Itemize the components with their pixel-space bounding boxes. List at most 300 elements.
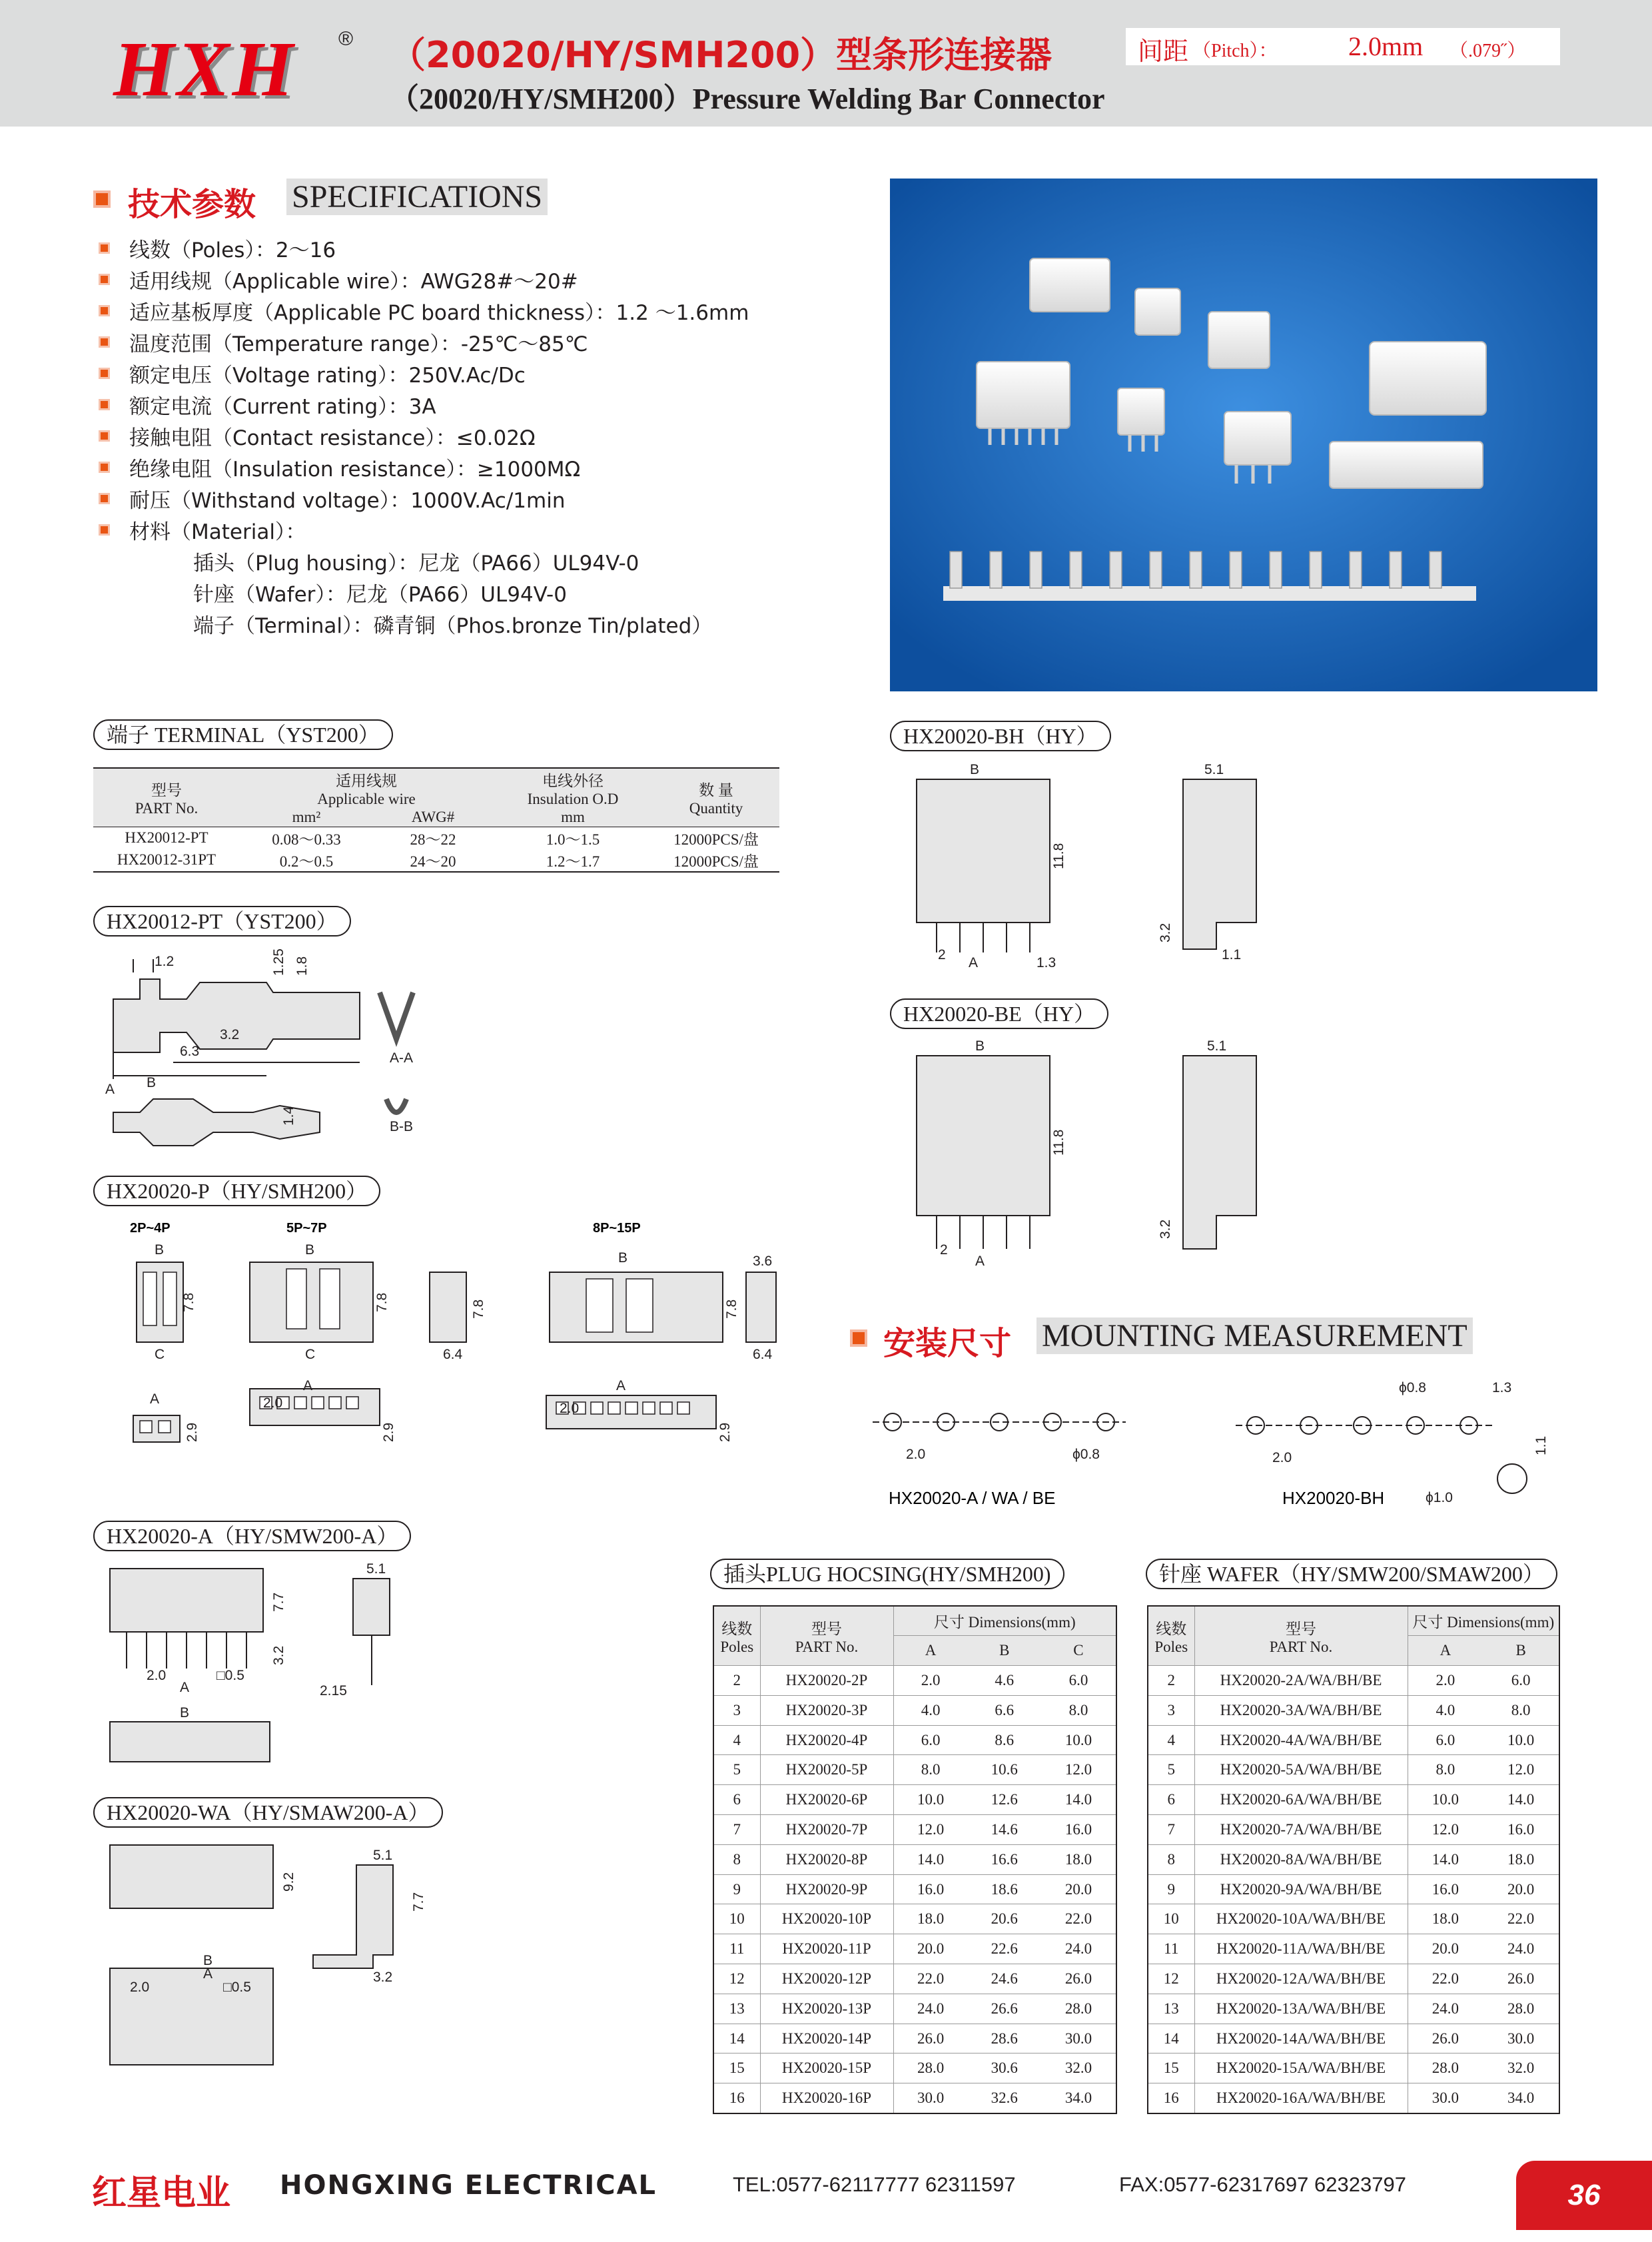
dim-label: 5.1 bbox=[1207, 1038, 1227, 1054]
group-label: 2P~4P bbox=[130, 1221, 171, 1236]
bullet-icon bbox=[99, 430, 110, 442]
table-cell: 16.0 bbox=[893, 1874, 968, 1904]
th-part-cn: 型号 bbox=[811, 1620, 842, 1637]
mounting-caption-left: HX20020-A / WA / BE bbox=[889, 1488, 1056, 1508]
table-cell: 14.0 bbox=[893, 1844, 968, 1874]
spec-item: 绝缘电阻（Insulation resistance）：≥1000MΩ bbox=[129, 458, 581, 482]
dim-label: □0.5 bbox=[223, 1980, 251, 1995]
group-label: 8P~15P bbox=[593, 1221, 641, 1236]
table-cell: 12 bbox=[1148, 1964, 1194, 1994]
spec-item: 耐压（Withstand voltage）：1000V.Ac/1min bbox=[129, 489, 566, 513]
dim-label: A bbox=[303, 1378, 313, 1393]
table-row bbox=[713, 2054, 1116, 2083]
wa-drawing-tag: HX20020-WA（HY/SMAW200-A） bbox=[93, 1797, 443, 1828]
dim-label: 3.6 bbox=[753, 1254, 773, 1269]
bullet-icon bbox=[99, 274, 110, 285]
dim-label: B bbox=[147, 1075, 157, 1090]
table-cell: 6.0 bbox=[893, 1725, 968, 1755]
dim-label: A bbox=[203, 1966, 213, 1982]
material-item: 针座（Wafer）：尼龙（PA66）UL94V-0 bbox=[193, 583, 567, 607]
footer-company-en: HONGXING ELECTRICAL bbox=[280, 2170, 657, 2201]
dim-label: 7.8 bbox=[374, 1292, 390, 1312]
table-cell: 34.0 bbox=[1483, 2083, 1559, 2113]
table-cell: 5 bbox=[1148, 1755, 1194, 1785]
mounting-caption-right: HX20020-BH bbox=[1282, 1488, 1385, 1508]
dim-label: ϕ0.8 bbox=[1072, 1447, 1100, 1462]
a-drawing-tag: HX20020-A（HY/SMW200-A） bbox=[93, 1521, 411, 1551]
table-row bbox=[1148, 1725, 1559, 1755]
table-cell: 22.0 bbox=[893, 1964, 968, 1994]
table-cell: 24.6 bbox=[968, 1964, 1041, 1994]
table-cell: 8.0 bbox=[1483, 1695, 1559, 1725]
th-mm: mm bbox=[561, 808, 585, 825]
pitch-box bbox=[1126, 28, 1560, 65]
registered-mark: ® bbox=[338, 28, 354, 50]
table-row bbox=[713, 1755, 1116, 1785]
dim-label: 3.2 bbox=[271, 1645, 286, 1665]
dim-label: A bbox=[975, 1254, 985, 1269]
bullet-icon bbox=[99, 524, 110, 536]
table-cell: 3 bbox=[713, 1695, 760, 1725]
dim-label: ϕ1.0 bbox=[1426, 1490, 1453, 1505]
table-cell: 2.0 bbox=[1408, 1666, 1483, 1696]
cell-part: HX20012-PT bbox=[125, 829, 208, 846]
table-cell: 28.0 bbox=[893, 2054, 968, 2083]
th-dimensions: 尺寸 Dimensions(mm) bbox=[1408, 1606, 1559, 1636]
table-cell: 28.0 bbox=[1483, 1994, 1559, 2024]
be-drawing bbox=[890, 1036, 1290, 1276]
dim-label: 7.8 bbox=[724, 1299, 739, 1319]
table-row bbox=[713, 1994, 1116, 2024]
table-cell: HX20020-12P bbox=[760, 1964, 893, 1994]
wafer-table bbox=[1147, 1605, 1560, 2114]
table-cell: 30.6 bbox=[968, 2054, 1041, 2083]
table-cell: 6 bbox=[1148, 1785, 1194, 1815]
table-row bbox=[1148, 1964, 1559, 1994]
dim-label: 2 bbox=[938, 947, 946, 962]
table-cell: HX20020-5A/WA/BH/BE bbox=[1194, 1755, 1408, 1785]
plug-table bbox=[713, 1605, 1117, 2114]
table-cell: 14 bbox=[713, 2024, 760, 2054]
table-cell: HX20020-16A/WA/BH/BE bbox=[1194, 2083, 1408, 2113]
dim-label: 6.3 bbox=[180, 1044, 200, 1059]
table-cell: 6.0 bbox=[1408, 1725, 1483, 1755]
th-od-cn: 电线外径 bbox=[542, 773, 604, 789]
table-cell: 6.6 bbox=[968, 1695, 1041, 1725]
table-row bbox=[93, 827, 779, 849]
dim-label: 6.4 bbox=[753, 1347, 773, 1362]
table-cell: 28.6 bbox=[968, 2024, 1041, 2054]
bullet-icon bbox=[99, 305, 110, 316]
bullet-icon bbox=[99, 368, 110, 379]
table-row bbox=[1148, 1874, 1559, 1904]
spec-item: 适用线规（Applicable wire）：AWG28#～20# bbox=[129, 270, 578, 294]
table-row bbox=[1148, 1994, 1559, 2024]
dim-label: 2 bbox=[940, 1242, 948, 1258]
table-cell: 4.0 bbox=[893, 1695, 968, 1725]
cell-mm2: 0.08～0.33 bbox=[272, 831, 341, 848]
table-cell: 14.0 bbox=[1483, 1785, 1559, 1815]
table-cell: 30.0 bbox=[1408, 2083, 1483, 2113]
table-cell: HX20020-14P bbox=[760, 2024, 893, 2054]
table-row bbox=[93, 849, 779, 872]
table-cell: 14 bbox=[1148, 2024, 1194, 2054]
dim-label: 11.8 bbox=[1051, 843, 1066, 869]
dim-label: B-B bbox=[390, 1119, 414, 1134]
dim-label: B bbox=[618, 1250, 628, 1266]
table-row bbox=[713, 1934, 1116, 1964]
dim-label: 5.1 bbox=[366, 1561, 386, 1577]
table-cell: HX20020-5P bbox=[760, 1755, 893, 1785]
table-row bbox=[713, 2024, 1116, 2054]
table-cell: 16.0 bbox=[1041, 1815, 1116, 1845]
table-cell: 12.6 bbox=[968, 1785, 1041, 1815]
table-cell: 7 bbox=[713, 1815, 760, 1845]
table-cell: 26.6 bbox=[968, 1994, 1041, 2024]
table-cell: HX20020-15A/WA/BH/BE bbox=[1194, 2054, 1408, 2083]
table-cell: 13 bbox=[713, 1994, 760, 2024]
table-cell: 12.0 bbox=[1041, 1755, 1116, 1785]
th-qty-en: Quantity bbox=[689, 799, 743, 817]
dim-label: A bbox=[616, 1378, 626, 1393]
table-row bbox=[1148, 1785, 1559, 1815]
cell-qty: 12000PCS/盘 bbox=[673, 831, 759, 848]
dim-label: 7.8 bbox=[471, 1299, 486, 1319]
page-number: 36 bbox=[1516, 2161, 1652, 2230]
table-cell: 26.0 bbox=[1483, 1964, 1559, 1994]
dim-label: 1.1 bbox=[1222, 947, 1242, 962]
th-dimensions: 尺寸 Dimensions(mm) bbox=[893, 1606, 1116, 1636]
th-part-cn: 型号 bbox=[1286, 1620, 1316, 1637]
th-wire-en: Applicable wire bbox=[317, 791, 416, 807]
cell-mm2: 0.2～0.5 bbox=[279, 853, 334, 870]
table-cell: 14.0 bbox=[1041, 1785, 1116, 1815]
dim-label: 2.0 bbox=[263, 1395, 283, 1411]
table-cell: 10.6 bbox=[968, 1755, 1041, 1785]
dim-label: A bbox=[969, 955, 979, 970]
th-part-cn: 型号 bbox=[151, 781, 182, 799]
table-cell: 32.6 bbox=[968, 2083, 1041, 2113]
table-cell: HX20020-7P bbox=[760, 1815, 893, 1845]
dim-label: 2.0 bbox=[560, 1401, 580, 1416]
table-cell: 4.0 bbox=[1408, 1695, 1483, 1725]
bullet-icon bbox=[99, 336, 110, 348]
pitch-value: 2.0mm bbox=[1348, 31, 1424, 61]
table-row bbox=[1148, 1666, 1559, 1696]
table-cell: HX20020-2A/WA/BH/BE bbox=[1194, 1666, 1408, 1696]
dim-label: A bbox=[180, 1680, 190, 1695]
dim-label: 1.3 bbox=[1036, 955, 1056, 970]
table-cell: HX20020-14A/WA/BH/BE bbox=[1194, 2024, 1408, 2054]
th-col: A bbox=[1408, 1636, 1483, 1666]
table-row bbox=[1148, 1815, 1559, 1845]
bullet-icon bbox=[99, 242, 110, 254]
th-poles-cn: 线数 bbox=[721, 1620, 753, 1637]
terminal-drawing bbox=[93, 946, 453, 1159]
table-row bbox=[713, 1695, 1116, 1725]
spec-item: 额定电流（Current rating）：3A bbox=[129, 395, 436, 419]
table-row bbox=[1148, 2054, 1559, 2083]
dim-label: 2.9 bbox=[717, 1422, 733, 1442]
th-awg: AWG# bbox=[411, 808, 455, 825]
table-cell: 18.0 bbox=[893, 1904, 968, 1934]
th-col: B bbox=[968, 1636, 1041, 1666]
table-cell: 9 bbox=[713, 1874, 760, 1904]
footer-tel: TEL:0577-62117777 62311597 bbox=[733, 2173, 1016, 2196]
table-cell: 7 bbox=[1148, 1815, 1194, 1845]
th-mm2: mm² bbox=[292, 808, 321, 825]
table-cell: 18.0 bbox=[1041, 1844, 1116, 1874]
table-cell: 34.0 bbox=[1041, 2083, 1116, 2113]
table-cell: 26.0 bbox=[1408, 2024, 1483, 2054]
table-row bbox=[713, 1785, 1116, 1815]
table-row bbox=[1148, 1904, 1559, 1934]
table-cell: 4 bbox=[1148, 1725, 1194, 1755]
table-cell: 22.0 bbox=[1041, 1904, 1116, 1934]
table-cell: 16.0 bbox=[1483, 1815, 1559, 1845]
table-cell: 8 bbox=[1148, 1844, 1194, 1874]
table-cell: 4.6 bbox=[968, 1666, 1041, 1696]
dim-label: B bbox=[203, 1953, 213, 1968]
table-cell: 8.0 bbox=[1041, 1695, 1116, 1725]
dim-label: B bbox=[180, 1705, 190, 1720]
pt-drawing-tag: HX20012-PT（YST200） bbox=[93, 906, 351, 936]
dim-label: 1.1 bbox=[1533, 1435, 1549, 1455]
table-cell: 10.0 bbox=[893, 1785, 968, 1815]
dim-label: B bbox=[970, 762, 980, 777]
dim-label: B bbox=[975, 1038, 985, 1054]
table-cell: HX20020-8A/WA/BH/BE bbox=[1194, 1844, 1408, 1874]
dim-label: A bbox=[150, 1391, 160, 1407]
bullet-icon bbox=[99, 462, 110, 473]
table-cell: 22.0 bbox=[1408, 1964, 1483, 1994]
table-cell: 10.0 bbox=[1041, 1725, 1116, 1755]
footer-company-cn: 红星电业 bbox=[92, 2173, 231, 2213]
table-cell: HX20020-13A/WA/BH/BE bbox=[1194, 1994, 1408, 2024]
table-cell: 12.0 bbox=[1408, 1815, 1483, 1845]
mounting-title-cn: 安装尺寸 bbox=[883, 1325, 1012, 1362]
table-cell: 6.0 bbox=[1041, 1666, 1116, 1696]
table-cell: 32.0 bbox=[1041, 2054, 1116, 2083]
table-cell: 26.0 bbox=[893, 2024, 968, 2054]
table-cell: 2 bbox=[713, 1666, 760, 1696]
table-cell: 24.0 bbox=[893, 1994, 968, 2024]
table-cell: 8.0 bbox=[893, 1755, 968, 1785]
bullet-icon bbox=[99, 493, 110, 504]
table-cell: 16 bbox=[713, 2083, 760, 2113]
pitch-inch: （.079˝） bbox=[1449, 41, 1526, 61]
table-cell: 16.0 bbox=[1408, 1874, 1483, 1904]
table-cell: 2 bbox=[1148, 1666, 1194, 1696]
th-qty-cn: 数 量 bbox=[699, 781, 733, 799]
table-cell: 24.0 bbox=[1483, 1934, 1559, 1964]
table-cell: 11 bbox=[1148, 1934, 1194, 1964]
page-title-cn: （20020/HY/SMH200）型条形连接器 bbox=[390, 34, 1052, 76]
table-row bbox=[1148, 1934, 1559, 1964]
table-cell: 24.0 bbox=[1041, 1934, 1116, 1964]
table-cell: HX20020-15P bbox=[760, 2054, 893, 2083]
table-cell: 15 bbox=[1148, 2054, 1194, 2083]
table-cell: 30.0 bbox=[1041, 2024, 1116, 2054]
specs-title-en: SPECIFICATIONS bbox=[286, 179, 548, 215]
cell-awg: 24～20 bbox=[410, 853, 456, 870]
dim-label: C bbox=[155, 1347, 165, 1362]
terminal-tag: 端子 TERMINAL（YST200） bbox=[93, 719, 393, 750]
table-cell: HX20020-4P bbox=[760, 1725, 893, 1755]
table-cell: HX20020-10A/WA/BH/BE bbox=[1194, 1904, 1408, 1934]
table-row bbox=[713, 1964, 1116, 1994]
connector-photo-illustration bbox=[890, 179, 1597, 691]
table-cell: 22.6 bbox=[968, 1934, 1041, 1964]
plug-table-tag: 插头PLUG HOCSING(HY/SMH200) bbox=[710, 1559, 1064, 1589]
plug-drawing bbox=[93, 1216, 773, 1482]
dim-label: 5.1 bbox=[373, 1848, 393, 1863]
table-cell: 20.6 bbox=[968, 1904, 1041, 1934]
table-cell: 9 bbox=[1148, 1874, 1194, 1904]
table-cell: 15 bbox=[713, 2054, 760, 2083]
dim-label: 3.2 bbox=[373, 1970, 393, 1985]
table-cell: 12.0 bbox=[893, 1815, 968, 1845]
table-row bbox=[713, 2083, 1116, 2113]
table-cell: HX20020-3P bbox=[760, 1695, 893, 1725]
section-marker bbox=[93, 190, 111, 208]
table-row bbox=[1148, 1844, 1559, 1874]
pitch-label-cn: 间距 bbox=[1138, 37, 1189, 66]
terminal-table bbox=[93, 767, 779, 873]
table-cell: 13 bbox=[1148, 1994, 1194, 2024]
dim-label: B bbox=[155, 1242, 165, 1258]
spec-item: 额定电压（Voltage rating）：250V.Ac/Dc bbox=[129, 364, 526, 388]
table-cell: HX20020-16P bbox=[760, 2083, 893, 2113]
dim-label: □0.5 bbox=[216, 1668, 244, 1683]
table-row bbox=[1148, 1755, 1559, 1785]
group-label: 5P~7P bbox=[286, 1221, 327, 1236]
dim-label: A-A bbox=[390, 1050, 414, 1066]
dim-label: ϕ0.8 bbox=[1399, 1380, 1426, 1395]
dim-label: 2.0 bbox=[1272, 1450, 1292, 1465]
table-row bbox=[713, 1815, 1116, 1845]
dim-label: 7.7 bbox=[271, 1592, 286, 1612]
table-cell: HX20020-2P bbox=[760, 1666, 893, 1696]
table-cell: HX20020-9P bbox=[760, 1874, 893, 1904]
wafer-table-tag: 针座 WAFER（HY/SMW200/SMAW200） bbox=[1146, 1559, 1557, 1589]
cell-qty: 12000PCS/盘 bbox=[673, 853, 759, 870]
table-cell: HX20020-9A/WA/BH/BE bbox=[1194, 1874, 1408, 1904]
th-col: A bbox=[893, 1636, 968, 1666]
dim-label: 6.4 bbox=[443, 1347, 463, 1362]
spec-item: 适应基板厚度（Applicable PC board thickness）：1.2 ～1.6mm bbox=[129, 301, 749, 325]
table-cell: 6 bbox=[713, 1785, 760, 1815]
table-row bbox=[1148, 2083, 1559, 2113]
dim-label: 1.8 bbox=[294, 956, 310, 976]
table-cell: 11 bbox=[713, 1934, 760, 1964]
table-cell: 10 bbox=[713, 1904, 760, 1934]
th-poles-en: Poles bbox=[720, 1638, 754, 1655]
specs-title-cn: 技术参数 bbox=[128, 186, 256, 223]
table-cell: 4 bbox=[713, 1725, 760, 1755]
table-cell: 18.0 bbox=[1483, 1844, 1559, 1874]
table-row bbox=[713, 1725, 1116, 1755]
bullet-icon bbox=[99, 399, 110, 410]
table-cell: 28.0 bbox=[1408, 2054, 1483, 2083]
table-cell: 12.0 bbox=[1483, 1755, 1559, 1785]
table-cell: 6.0 bbox=[1483, 1666, 1559, 1696]
table-cell: 14.0 bbox=[1408, 1844, 1483, 1874]
table-cell: HX20020-4A/WA/BH/BE bbox=[1194, 1725, 1408, 1755]
table-row bbox=[713, 1666, 1116, 1696]
table-cell: 16 bbox=[1148, 2083, 1194, 2113]
table-cell: HX20020-6P bbox=[760, 1785, 893, 1815]
dim-label: 5.1 bbox=[1204, 762, 1224, 777]
table-row bbox=[1148, 2024, 1559, 2054]
table-cell: 20.0 bbox=[1041, 1874, 1116, 1904]
section-marker bbox=[850, 1329, 867, 1347]
spec-item: 材料（Material）： bbox=[129, 520, 306, 544]
dim-label: C bbox=[305, 1347, 316, 1362]
p-drawing-tag: HX20020-P（HY/SMH200） bbox=[93, 1176, 380, 1206]
table-cell: 26.0 bbox=[1041, 1964, 1116, 1994]
cell-od: 1.0～1.5 bbox=[546, 831, 600, 848]
table-cell: HX20020-7A/WA/BH/BE bbox=[1194, 1815, 1408, 1845]
table-cell: 28.0 bbox=[1041, 1994, 1116, 2024]
table-row bbox=[713, 1904, 1116, 1934]
dim-label: 1.2 bbox=[155, 954, 175, 969]
table-row bbox=[713, 1874, 1116, 1904]
dim-label: 3.2 bbox=[1158, 923, 1173, 942]
mounting-diagram bbox=[873, 1372, 1579, 1519]
dim-label: A bbox=[105, 1082, 115, 1097]
material-item: 插头（Plug housing）：尼龙（PA66）UL94V-0 bbox=[193, 552, 639, 575]
dim-label: 2.9 bbox=[381, 1422, 396, 1442]
cell-awg: 28～22 bbox=[410, 831, 456, 848]
dim-label: 9.2 bbox=[281, 1872, 296, 1892]
dim-label: 7.7 bbox=[411, 1892, 426, 1912]
table-cell: 3 bbox=[1148, 1695, 1194, 1725]
dim-label: 11.8 bbox=[1051, 1129, 1066, 1156]
dim-label: 2.0 bbox=[130, 1980, 150, 1995]
dim-label: 3.2 bbox=[1158, 1219, 1173, 1239]
mounting-title-en: MOUNTING MEASUREMENT bbox=[1036, 1317, 1473, 1354]
table-cell: 10.0 bbox=[1483, 1725, 1559, 1755]
product-photo bbox=[890, 179, 1597, 691]
dim-label: 3.2 bbox=[220, 1027, 240, 1042]
table-cell: 2.0 bbox=[893, 1666, 968, 1696]
table-cell: HX20020-6A/WA/BH/BE bbox=[1194, 1785, 1408, 1815]
th-od-en: Insulation O.D bbox=[527, 791, 619, 807]
cell-part: HX20012-31PT bbox=[117, 851, 216, 868]
table-cell: HX20020-12A/WA/BH/BE bbox=[1194, 1964, 1408, 1994]
table-cell: 18.0 bbox=[1408, 1904, 1483, 1934]
table-cell: 12 bbox=[713, 1964, 760, 1994]
table-cell: 24.0 bbox=[1408, 1994, 1483, 2024]
bh-drawing bbox=[890, 759, 1290, 979]
table-cell: 5 bbox=[713, 1755, 760, 1785]
wafer-a-drawing bbox=[93, 1559, 426, 1785]
dim-label: 2.15 bbox=[320, 1683, 347, 1698]
table-cell: 22.0 bbox=[1483, 1904, 1559, 1934]
be-drawing-tag: HX20020-BE（HY） bbox=[890, 998, 1108, 1029]
table-cell: 18.6 bbox=[968, 1874, 1041, 1904]
th-col: B bbox=[1483, 1636, 1559, 1666]
table-cell: 8.6 bbox=[968, 1725, 1041, 1755]
table-cell: 8 bbox=[713, 1844, 760, 1874]
dim-label: 1.25 bbox=[271, 948, 286, 976]
th-part-en: PART No. bbox=[135, 799, 199, 817]
spec-item: 线数（Poles）：2～16 bbox=[129, 238, 336, 262]
table-row bbox=[1148, 1695, 1559, 1725]
table-row bbox=[713, 1844, 1116, 1874]
table-cell: 20.0 bbox=[1483, 1874, 1559, 1904]
